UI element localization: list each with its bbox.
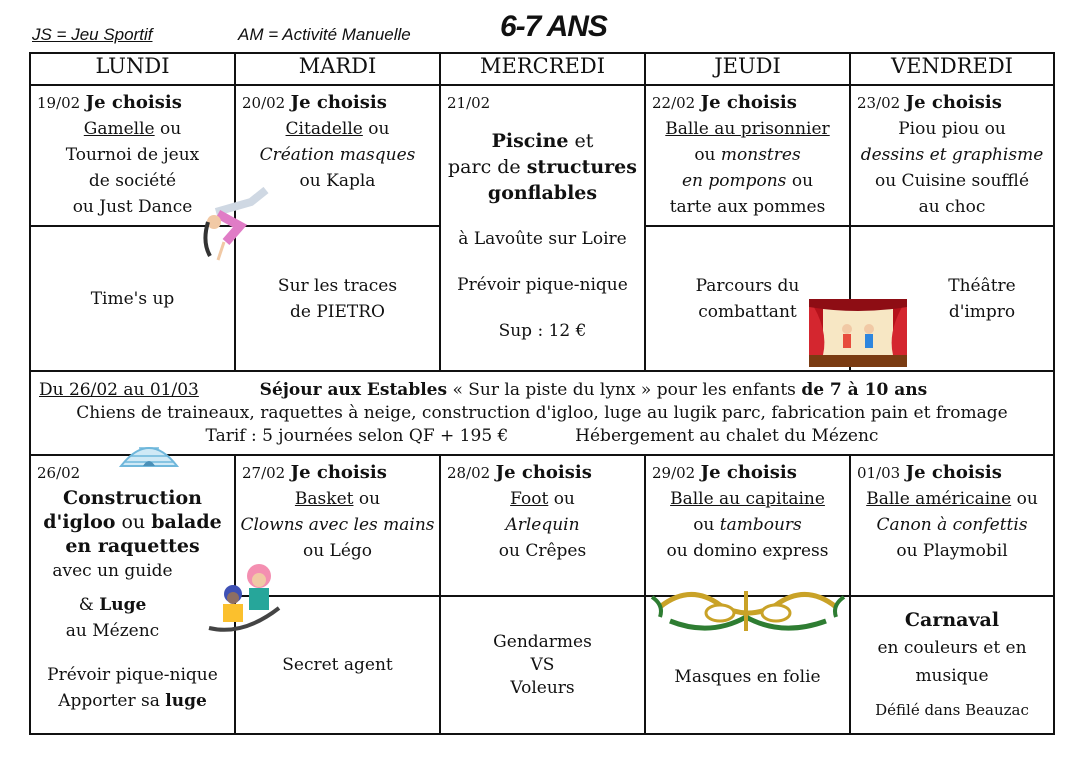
activity: de société — [88, 171, 177, 191]
text: ou — [694, 145, 716, 165]
week1-morning-row — [30, 85, 1054, 226]
w1-mercredi-full — [440, 85, 645, 371]
activity: Piou piou ou — [898, 119, 1006, 139]
w1-vendredi-am — [850, 85, 1054, 226]
price: Sup : 12 € — [498, 321, 587, 341]
date: 20/02 — [242, 94, 286, 112]
activity: Piscine — [491, 130, 569, 152]
carnival-mask-illustration — [650, 587, 846, 645]
activity: Création masques — [259, 145, 416, 165]
w2-vendredi-pm — [850, 596, 1054, 734]
w2-mardi-pm — [235, 596, 440, 734]
date: 23/02 — [857, 94, 901, 112]
activity: Tournoi de jeux — [65, 145, 200, 165]
activity: Secret agent — [282, 655, 393, 675]
week2-morning-row — [30, 455, 1054, 596]
activity: Canon à confettis — [876, 515, 1028, 535]
stay-ages: de 7 à 10 ans — [801, 379, 928, 400]
w1-mardi-am — [235, 85, 440, 226]
activity: ou domino express — [666, 541, 829, 561]
choice-heading: Je choisis — [85, 92, 182, 113]
schedule-table — [29, 52, 1055, 735]
note: Prévoir pique-nique — [457, 275, 628, 295]
activity: VS — [530, 654, 555, 675]
activity: Balle au capitaine — [670, 489, 825, 509]
activity: gonflables — [487, 182, 598, 204]
note: luge — [165, 691, 207, 711]
choice-heading: Je choisis — [700, 92, 797, 113]
text: parc de — [448, 156, 521, 178]
activity: Citadelle — [285, 119, 363, 139]
igloo-icon — [117, 438, 181, 468]
activity: structures — [526, 156, 637, 178]
activity: ou Légo — [302, 541, 373, 561]
date: 22/02 — [652, 94, 696, 112]
legend-am: AM = Activité Manuelle — [238, 25, 411, 44]
activity: Construction — [63, 487, 202, 509]
activity: Foot — [510, 489, 549, 509]
activity: tarte aux pommes — [669, 197, 826, 217]
text: ou — [160, 119, 182, 139]
activity: ou Just Dance — [72, 197, 193, 217]
activity: ou Cuisine soufflé — [874, 171, 1030, 191]
activity: Clowns avec les mains — [240, 515, 435, 535]
note: Prévoir pique-nique — [47, 665, 218, 685]
day-header-vendredi: VENDREDI — [850, 53, 1054, 85]
stay-for: pour les enfants — [656, 379, 796, 400]
text: et — [574, 130, 594, 152]
location: à Lavoûte sur Loire — [458, 229, 627, 249]
header-row — [30, 53, 1054, 85]
activity: combattant — [698, 301, 797, 322]
stay-theme: « Sur la piste du lynx » — [452, 379, 652, 400]
w2-jeudi-pm — [645, 596, 850, 734]
activity: Arlequin — [505, 515, 580, 535]
activity: Balle américaine — [866, 489, 1012, 509]
stay-hebergement: Hébergement au chalet du Mézenc — [575, 425, 879, 446]
choice-heading: Je choisis — [290, 92, 387, 113]
w1-lundi-pm — [30, 226, 235, 371]
activity: Carnaval — [904, 609, 1000, 631]
activity: musique — [915, 666, 989, 686]
text: ou — [368, 119, 390, 139]
activity: Balle au prisonnier — [665, 119, 830, 139]
activity: d'impro — [948, 301, 1016, 322]
day-header-mardi: MARDI — [235, 53, 440, 85]
w2-jeudi-am — [645, 455, 850, 596]
activity: balade — [151, 511, 222, 533]
day-header-lundi: LUNDI — [30, 53, 235, 85]
activity: Gamelle — [83, 119, 155, 139]
w2-vendredi-am — [850, 455, 1054, 596]
activity: monstres — [720, 145, 801, 165]
activity: en pompons — [681, 171, 787, 191]
text: ou — [121, 511, 146, 533]
choice-heading: Je choisis — [700, 462, 797, 483]
activity: ou Crêpes — [498, 541, 587, 561]
activity: Masques en folie — [674, 667, 821, 687]
date: 21/02 — [447, 94, 491, 112]
activity: en raquettes — [65, 535, 200, 557]
date: 28/02 — [447, 464, 491, 482]
w1-vendredi-pm — [850, 226, 1054, 371]
stay-row — [30, 371, 1054, 455]
note: Apporter sa — [58, 691, 160, 711]
activity: Gendarmes — [493, 631, 592, 652]
activity: d'igloo — [43, 511, 116, 533]
activity: Sur les traces — [277, 275, 398, 296]
activity: Basket — [294, 489, 354, 509]
note: Défilé dans Beauzac — [875, 701, 1029, 719]
text: & — [78, 595, 100, 615]
choice-heading: Je choisis — [290, 462, 387, 483]
activity: de PIETRO — [290, 301, 385, 322]
w1-mardi-pm — [235, 226, 440, 371]
day-header-mercredi: MERCREDI — [440, 53, 645, 85]
stay-activities: Chiens de traineaux, raquettes à neige, construction d'igloo, luge au lugik parc, fabrication pain et fromage — [76, 402, 1008, 423]
w2-mercredi-pm — [440, 596, 645, 734]
activity: Time's up — [90, 288, 175, 309]
w1-lundi-am — [30, 85, 235, 226]
text: ou — [358, 489, 381, 509]
stay-info — [30, 371, 1054, 455]
day-header-jeudi: JEUDI — [645, 53, 850, 85]
activity: en couleurs et en — [877, 638, 1027, 658]
stay-tarif: Tarif : 5 journées selon QF + 195 € — [205, 425, 509, 446]
w2-mardi-am — [235, 455, 440, 596]
date: 26/02 — [37, 464, 81, 482]
page-title: 6-7 ANS — [500, 10, 607, 43]
choice-heading: Je choisis — [905, 462, 1002, 483]
activity: avec un guide — [52, 561, 173, 581]
text: ou — [553, 489, 575, 509]
activity: ou Kapla — [299, 171, 376, 191]
theatre-stage-illustration — [809, 299, 907, 367]
date: 29/02 — [652, 464, 696, 482]
activity: Luge — [99, 595, 147, 615]
text: ou — [693, 515, 715, 535]
activity: au Mézenc — [65, 621, 160, 641]
choice-heading: Je choisis — [905, 92, 1002, 113]
text: ou — [1016, 489, 1038, 509]
choice-heading: Je choisis — [495, 462, 592, 483]
activity: au choc — [918, 197, 986, 217]
activity: tambours — [719, 515, 802, 535]
activity: Théâtre — [948, 275, 1016, 296]
activity: dessins et graphisme — [860, 145, 1044, 165]
legend-js: JS = Jeu Sportif — [32, 25, 153, 44]
date: 19/02 — [37, 94, 81, 112]
w2-lundi-full — [30, 455, 235, 734]
date: 27/02 — [242, 464, 286, 482]
activity: Voleurs — [510, 677, 575, 698]
w1-jeudi-am — [645, 85, 850, 226]
stay-dates: Du 26/02 au 01/03 — [39, 379, 199, 400]
activity: Parcours du — [695, 275, 800, 296]
activity: ou Playmobil — [896, 541, 1008, 561]
date: 01/03 — [857, 464, 901, 482]
w2-mercredi-am — [440, 455, 645, 596]
stay-title: Séjour aux Estables — [259, 379, 448, 400]
text: ou — [791, 171, 814, 191]
